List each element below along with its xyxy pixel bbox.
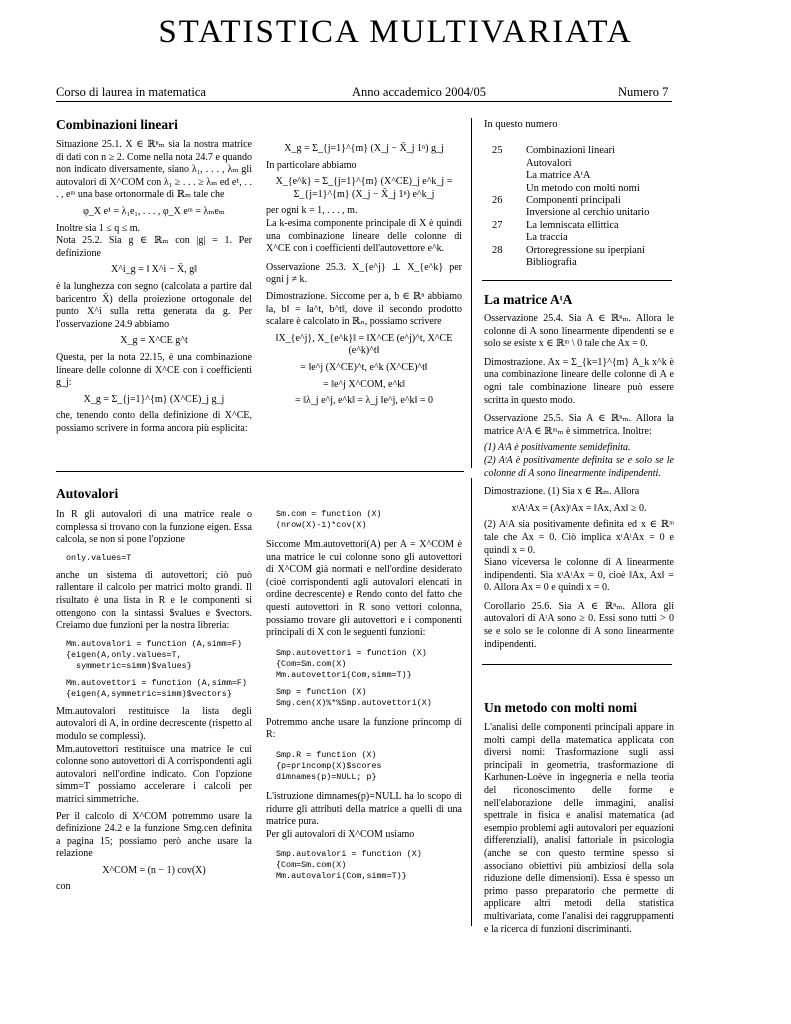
section-heading-metodo: Un metodo con molti nomi — [484, 700, 637, 715]
paragraph: per ogni k = 1, . . . , m. — [266, 205, 358, 217]
sec2-col1 — [56, 509, 252, 894]
toc-entry[interactable]: Bibliografia — [526, 257, 577, 269]
paragraph: Corollario 25.6. Sia A ∈ ℝⁿₘ. Allora gli autovalori di AᵗA sono ≥ 0. Essi sono tutti > 0 se e solo se le colonne di A sono linearmente indipendenti. — [484, 600, 674, 650]
list-item: (2) AᵗA è positivamente definita se e solo se le colonne di A sono linearmente indipendenti. — [484, 454, 674, 479]
code-block: Mm.autovettori = function (A,simm=F) {eigen(A,symmetric=simm)$vectors} — [66, 677, 247, 699]
paragraph: Mm.autovalori restituisce la lista degli autovalori di A, in ordine decrescente (rispetto al modulo se complessi). — [56, 705, 252, 742]
toc-entry[interactable]: La matrice AᵗA — [526, 170, 591, 182]
formula: xᵗAᵗAx = (Ax)ᵗAx = ‖Ax, Ax‖ ≥ 0. — [511, 502, 647, 514]
section-heading-combinazioni: Combinazioni lineari — [56, 117, 178, 132]
paragraph: Per il calcolo di X^COM potremmo usare la definizione 24.2 e la funzione Smg.cen definita a pagina 15; possiamo però anche usare la relazione — [56, 810, 252, 860]
list-item: (1) AᵗA è positivamente semidefinita. — [484, 442, 631, 454]
paragraph: Osservazione 25.5. Sia A ∈ ℝⁿₘ. Allora la matrice AᵗA ∈ ℝᵐₘ è simmetrica. Inoltre: — [484, 413, 674, 437]
paragraph: con — [56, 881, 71, 893]
paragraph: Siccome Mm.autovettori(A) per A = X^COM è una matrice le cui colonne sono gli autovettori di X^COM già normati e nell'ordine desiderato (cioè corrispondenti agli autovalori elencati in ordine decrescente) e Rendo conto del fatto che questi autovettori in R sono vettori colonna, possiamo trovare gli autovettori e i componenti principali di X con le seguenti funzioni: — [266, 539, 462, 639]
paragraph: Osservazione 25.3. X_{e^j} ⊥ X_{e^k} per ogni j ≠ k. — [266, 261, 462, 286]
toc-entry[interactable]: 25 Combinazioni lineari — [492, 145, 615, 157]
formula: φ_X e¹ = λ₁e₁, . . . , φ_X eᵐ = λₘeₘ — [83, 205, 225, 217]
toc-rule — [482, 280, 672, 281]
toc-entry[interactable]: 27 La lemniscata ellittica — [492, 219, 619, 231]
section-rule — [56, 471, 464, 472]
paragraph: Mm.autovettori restituisce una matrice le cui colonne sono autovettori di A corrispondenti agli autovalori nell'ordine indicato. Con l'opzione simm=T possiamo accelerare i calcoli per matrici simmetriche. — [56, 743, 252, 805]
sec1-col2 — [266, 139, 462, 412]
paragraph: Dimostrazione. Ax = Σ_{k=1}^{m} A_k x^k è una combinazione lineare delle colonne di A e ogni tale combinazione lineare può essere scritta in questo modo. — [484, 356, 674, 406]
formula: X^COM = (n − 1) cov(X) — [102, 864, 206, 876]
paragraph: che, tenendo conto della definizione di X^CE, possiamo scrivere in forma ancora più esplicita: — [56, 410, 252, 434]
paragraph: La k-esima componente principale di X è quindi una combinazione lineare delle colonne di X^CE con i coefficienti dell'autovettore e^k. — [266, 217, 462, 255]
paragraph: Questa, per la nota 22.15, è una combinazione lineare delle colonne di X^CE con i coefficienti g_j: — [56, 351, 252, 389]
toc-entry[interactable]: 26 Componenti principali — [492, 195, 621, 207]
paragraph: Potremmo anche usare la funzione princomp di R: — [266, 716, 462, 741]
formula: X_{e^k} = Σ_{j=1}^{m} (X^CE)_j e^k_j = Σ_{j=1}^{m} (X_j − X̄_j 1ⁿ) e^k_j — [275, 176, 453, 200]
code-block: Smp.R = function (X) {p=princomp(X)$scores dimnames(p)=NULL; p} — [276, 749, 382, 782]
code-block: Smp.autovalori = function (X) {Com=Sm.com(X) Mm.autovalori(Com,simm=T)} — [276, 849, 422, 882]
formula: ‖X_{e^j}, X_{e^k}‖ = ‖X^CE (e^j)^t, X^CE (e^k)^t‖ — [275, 332, 453, 357]
code-block: only.values=T — [66, 552, 132, 563]
code-block: Smp = function (X) Smg.cen(X)%*%Smp.autovettori(X) — [276, 686, 432, 708]
section-heading-autovalori: Autovalori — [56, 486, 119, 501]
paragraph: Dimostrazione. (1) Sia x ∈ ℝₘ. Allora — [484, 486, 640, 498]
table-of-contents — [484, 119, 672, 269]
paragraph: Dimostrazione. Siccome per a, b ∈ ℝⁿ abbiamo ‖a, b‖ = ‖a^t, b^t‖, dove il secondo prodotto scalare è calcolato in ℝₙ, possiamo scrivere — [266, 290, 462, 328]
formula: X_g = Σ_{j=1}^{m} (X_j − X̄_j 1ⁿ) g_j — [284, 143, 444, 154]
header-issue-number: Numero 7 — [618, 85, 669, 99]
paragraph: (2) AᵗA sia positivamente definita ed x ∈ ℝᵐ tale che Ax = 0. Ciò implica xᵗAᵗAx = 0 e quindi x = 0. — [484, 519, 674, 556]
sec1-col1 — [56, 139, 252, 435]
code-block: Smp.autovettori = function (X) {Com=Sm.com(X) Mm.autovettori(Com,simm=T)} — [276, 647, 427, 680]
paragraph: L'istruzione dimnames(p)=NULL ha lo scopo di ridurre gli attributi della matrice a quelli di una matrice pura. — [266, 790, 462, 828]
paragraph: Inoltre sia 1 ≤ q ≤ m. — [56, 222, 141, 234]
column-rule-top — [471, 118, 472, 468]
toc-entry[interactable]: Autovalori — [526, 157, 572, 169]
formula: X_g = Σ_{j=1}^{m} (X^CE)_j g_j — [83, 393, 225, 405]
formula: = ‖e^j (X^CE)^t, e^k (X^CE)^t‖ — [300, 361, 428, 373]
toc-entry[interactable]: 28 Ortoregressione su iperpiani — [492, 244, 645, 256]
paragraph: Osservazione 25.4. Sia A ∈ ℝⁿₘ. Allora le colonne di A sono linearmente dipendenti se e solo se esiste x ∈ ℝᵐ \ 0 tale che Ax = 0. — [484, 313, 674, 350]
toc-entry[interactable]: Inversione al cerchio unitario — [526, 207, 650, 219]
formula: X_g = X^CE g^t — [120, 335, 188, 347]
paragraph: In R gli autovalori di una matrice reale o complessa si trovano con la funzione eigen. Essa calcola, se non si pone l'opzione — [56, 509, 252, 546]
formula: = ‖λ_j e^j, e^k‖ = λ_j ‖e^j, e^k‖ = 0 — [295, 395, 433, 407]
section-heading-matrice: La matrice AᵗA — [484, 292, 573, 307]
header-rule — [56, 101, 672, 102]
code-block: Sm.com = function (X) (nrow(X)-1)*cov(X) — [276, 509, 382, 530]
paragraph: Nota 25.2. Sia g ∈ ℝₘ con |g| = 1. Per definizione — [56, 235, 252, 259]
sec2-col2 — [266, 509, 462, 882]
column-rule-bottom — [471, 478, 472, 926]
sec3-body — [484, 313, 674, 651]
page-title: STATISTICA MULTIVARIATA — [158, 14, 633, 50]
toc-entry[interactable]: La traccia — [526, 232, 568, 244]
paragraph: Situazione 25.1. X ∈ ℝⁿₘ sia la nostra matrice di dati con n ≥ 2. Come nella nota 24.7 e quando non indicato diversamente, siano λ₁, . . . , λₘ gli autovalori di X^COM con λ₁ ≥ . . . ≥ λₘ ed e¹, . . . , eᵐ una base ortonormale di ℝₘ tale che — [56, 139, 252, 201]
paragraph: Per gli autovalori di X^COM usiamo — [266, 828, 415, 840]
paragraph: anche un sistema di autovettori; ciò può rallentare il calcolo per matrici molto grandi. Il risultato è una lista in R e le componenti si ottengono con la sintassi $values e $vectors. Creiamo due funzioni per la nostra libreria: — [56, 569, 252, 632]
formula: = ‖e^j X^COM, e^k‖ — [323, 378, 405, 390]
paragraph: L'analisi delle componenti principali appare in molti campi della matematica applicata con diversi nomi: Trasformazione sugli assi principali in geometria, trasformazione di Karhunen-Loève in ingegneria e nella teoria del riconoscimento delle forme e nell'elaborazione delle immagini, analisi spettrale in fisica e analisi matematica (ad esempio problemi agli autovalori per equazioni differenziali), analisi fattoriale in psicologia (anche se con questo termine spesso si associano obiettivi più ambiziosi della sola riduzione delle dimensioni). Essa è spesso un primo passo preparatorio che permette di applicare altri metodi della statistica multivariata, come l'analisi dei raggruppamenti e la ricerca di funzioni discriminanti. — [484, 722, 674, 935]
header-year: Anno accademico 2004/05 — [352, 85, 486, 99]
sec4-body — [484, 722, 674, 936]
code-block: Mm.autovalori = function (A,simm=F) {eigen(A,only.values=T, symmetric=simm)$values} — [66, 638, 242, 671]
toc-intro: In questo numero — [484, 119, 558, 130]
header-course: Corso di laurea in matematica — [56, 85, 206, 99]
toc-entry[interactable]: Un metodo con molti nomi — [526, 182, 640, 194]
formula: X^i_g = ‖ X^i − X̄, g‖ — [110, 264, 197, 276]
paragraph: In particolare abbiamo — [266, 159, 357, 171]
section-rule-right — [482, 664, 672, 665]
paragraph: è la lunghezza con segno (calcolata a partire dal baricentro X̄) della proiezione ortogonale del punto X^i sulla retta generata da g. Per l'osservazione 24.9 abbiamo — [56, 280, 252, 330]
paragraph: Siano viceversa le colonne di A linearmente indipendenti. Sia xᵗAᵗAx = 0, cioè ‖Ax, Ax‖ = 0. Allora Ax = 0 e quindi x = 0. — [484, 557, 674, 594]
